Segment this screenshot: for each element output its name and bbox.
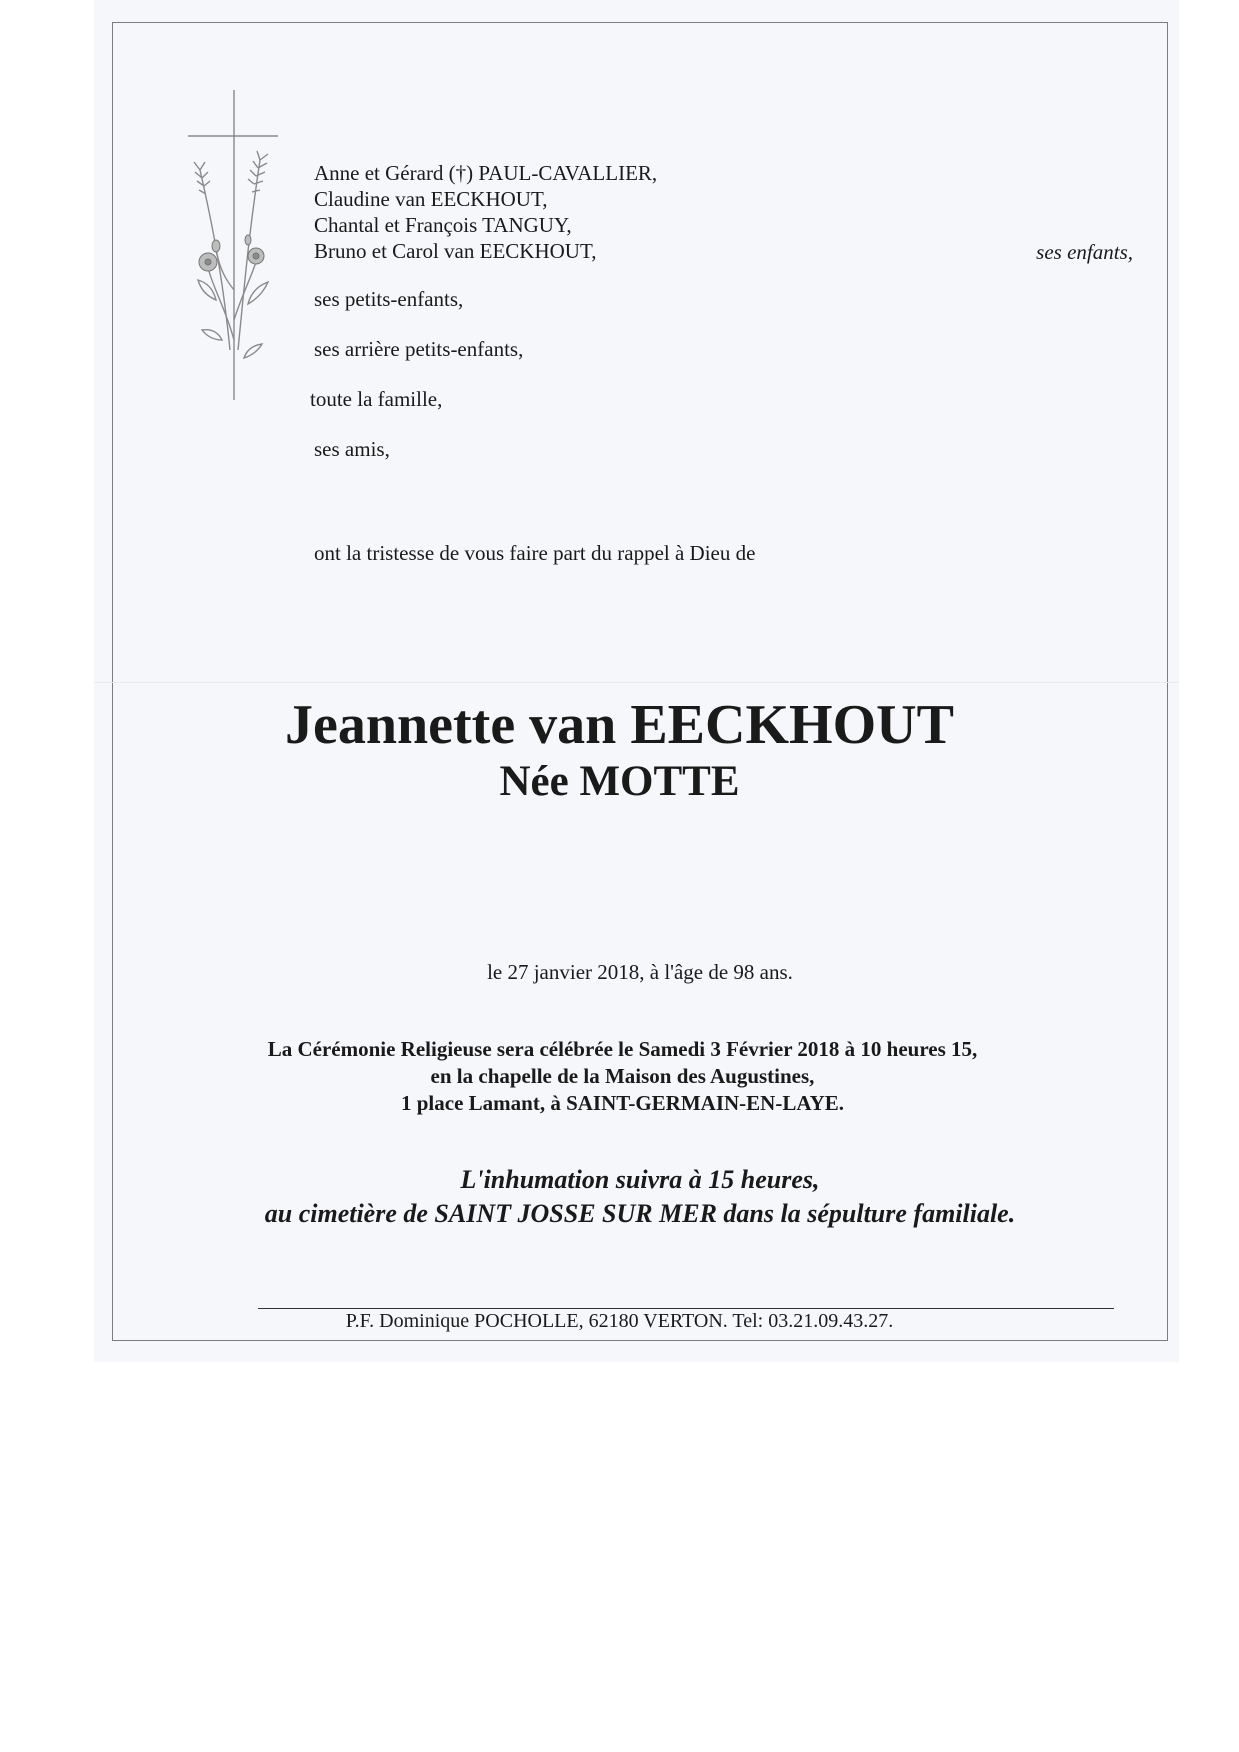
- great-grandchildren-line: ses arrière petits-enfants,: [314, 337, 524, 361]
- children-role-label: ses enfants,: [1036, 240, 1133, 264]
- fold-line: [94, 682, 1179, 683]
- children-line: Claudine van EECKHOUT,: [314, 187, 548, 211]
- family-line: toute la famille,: [310, 387, 443, 411]
- announcement-line: ont la tristesse de vous faire part du rappel à Dieu de: [314, 541, 756, 565]
- grandchildren-line: ses petits-enfants,: [314, 287, 464, 311]
- children-list: [314, 160, 657, 264]
- children-line: Bruno et Carol van EECKHOUT,: [314, 239, 597, 263]
- ceremony-line-3: 1 place Lamant, à SAINT-GERMAIN-EN-LAYE.: [401, 1091, 844, 1115]
- deceased-name: Jeannette van EECKHOUT: [285, 694, 954, 756]
- ceremony-line-1: La Cérémonie Religieuse sera célébrée le Samedi 3 Février 2018 à 10 heures 15,: [267, 1037, 978, 1061]
- burial-line-2: au cimetière de SAINT JOSSE SUR MER dans la sépulture familiale.: [264, 1199, 1016, 1228]
- maiden-name: Née MOTTE: [499, 758, 740, 805]
- cross-with-wheat-and-flowers-icon: [186, 90, 282, 402]
- children-line: Chantal et François TANGUY,: [314, 213, 572, 237]
- ceremony-line-2: en la chapelle de la Maison des Augustines,: [430, 1064, 815, 1088]
- children-line: Anne et Gérard (†) PAUL-CAVALLIER,: [314, 161, 658, 185]
- friends-line: ses amis,: [314, 437, 390, 461]
- burial-line-1: L'inhumation suivra à 15 heures,: [460, 1165, 820, 1194]
- death-date-line: le 27 janvier 2018, à l'âge de 98 ans.: [487, 960, 793, 984]
- funeral-home-footer: P.F. Dominique POCHOLLE, 62180 VERTON. Tel: 03.21.09.43.27.: [345, 1310, 894, 1332]
